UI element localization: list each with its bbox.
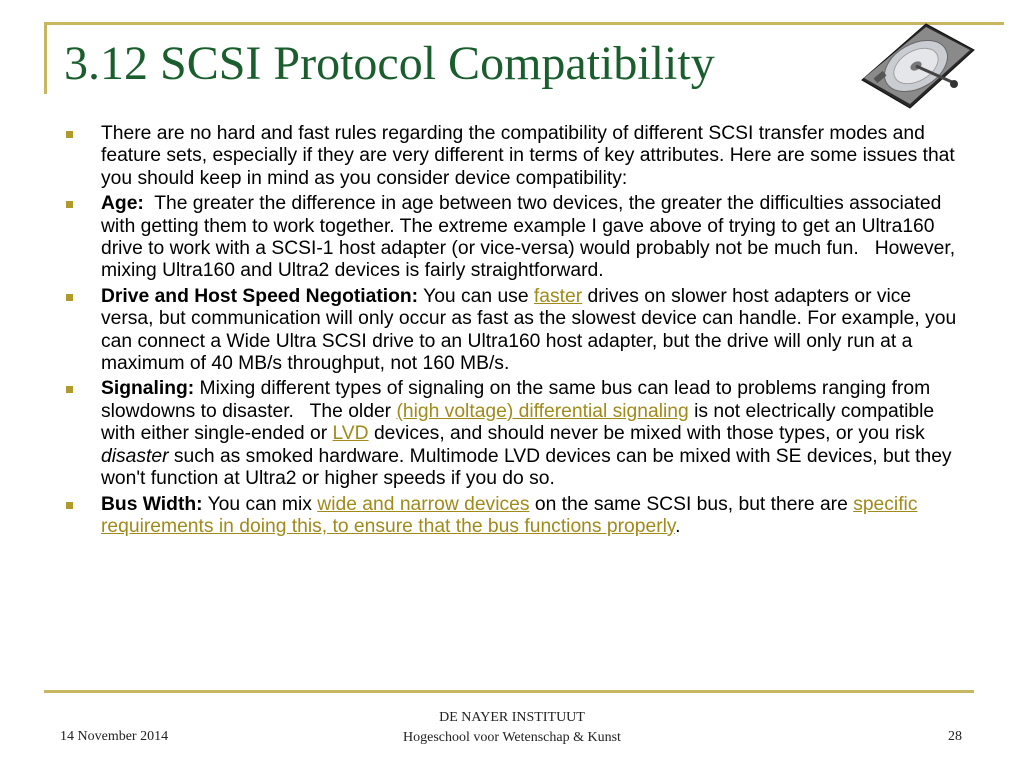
- bullet-list: [66, 123, 966, 541]
- bullet-text: The greater the difference in age between two devices, the greater the difficulties associated with getting them to work together. The extreme example I gave above of trying to get an Ultra160 drive to work with a SCSI-1 host adapter (or vice-versa) would probably not be much fun. However, mixing Ultra160 and Ultra2 devices is fairly straightforward.: [101, 193, 961, 282]
- bullet-square-icon: [66, 502, 73, 509]
- footer-school-name: Hogeschool voor Wetenschap & Kunst: [403, 730, 621, 745]
- bullet-intro: [66, 123, 966, 190]
- frame-vertical-rule: [44, 22, 47, 94]
- bullet-text: .: [675, 515, 681, 537]
- bullet-age: [66, 193, 966, 283]
- bullet-speed-negotiation: [66, 286, 966, 376]
- slide-title: 3.12 SCSI Protocol Compatibility: [64, 37, 715, 90]
- bullet-signaling: [66, 378, 966, 490]
- footer-institute-name: DE NAYER INSTITUUT: [439, 710, 585, 725]
- link-differential-signaling[interactable]: (high voltage) differential signaling: [396, 400, 689, 422]
- link-specific-requirements[interactable]: specific requirements in doing this, to ensure that the bus functions properly: [101, 493, 918, 537]
- bullet-text: is not electrically compatible with either single-ended or: [101, 400, 940, 445]
- bullet-bus-width: [66, 494, 966, 539]
- bullet-text: You can use: [418, 285, 534, 307]
- bullet-text: on the same SCSI bus, but there are: [529, 493, 854, 515]
- bullet-text: You can mix: [202, 493, 318, 515]
- bullet-text: devices, and should never be mixed with those types, or you risk: [368, 423, 931, 445]
- bullet-text: drives on slower host adapters or vice versa, but communication will only occur as fast as the slowest device can handle. For example, you can connect a Wide Ultra SCSI drive to an Ultra160 host adapter, but the drive will only run at a maximum of 40 MB/s throughput, not 160 MB/s.: [101, 285, 957, 375]
- link-lvd[interactable]: LVD: [332, 423, 369, 445]
- footer-rule: [44, 690, 974, 693]
- bullet-square-icon: [66, 201, 73, 208]
- bullet-heading: Drive and Host Speed Negotiation:: [101, 285, 419, 307]
- bullet-heading: Bus Width:: [101, 493, 203, 515]
- bullet-text: Mixing different types of signaling on the same bus can lead to problems ranging from slowdowns to disaster. The older: [101, 378, 936, 422]
- bullet-square-icon: [66, 294, 73, 301]
- page-number: 28: [948, 729, 962, 744]
- footer-institute: [352, 708, 672, 748]
- bullet-text: such as smoked hardware. Multimode LVD devices can be mixed with SE devices, but they won't function at Ultra2 or higher speeds if you do so.: [101, 445, 952, 490]
- bullet-text: There are no hard and fast rules regarding the compatibility of different SCSI transfer modes and feature sets, especially if they are very different in terms of key attributes. Here are some issues that you should keep in mind as you consider device compatibility:: [101, 123, 955, 189]
- footer-date: 14 November 2014: [60, 729, 169, 744]
- bullet-heading: Age:: [101, 193, 144, 215]
- link-faster[interactable]: faster: [533, 285, 583, 307]
- link-wide-and-narrow-devices[interactable]: wide and narrow devices: [317, 493, 530, 515]
- bullet-square-icon: [66, 386, 73, 393]
- hard-disk-drive-icon: [856, 20, 978, 112]
- bullet-italic-text: disaster: [101, 445, 169, 467]
- bullet-heading: Signaling:: [101, 378, 195, 400]
- bullet-square-icon: [66, 131, 73, 138]
